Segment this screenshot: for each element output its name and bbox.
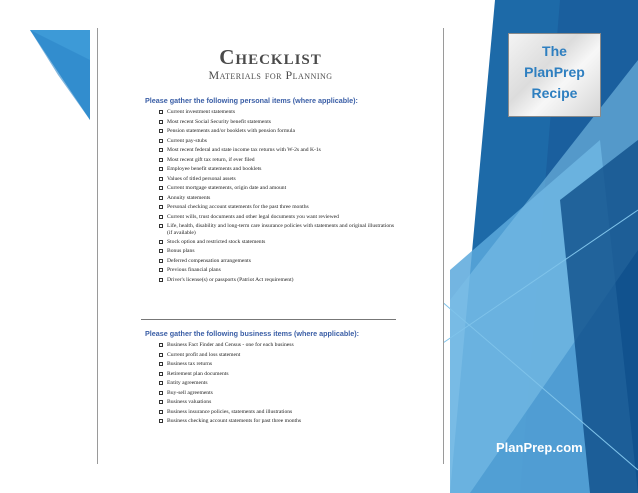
checklist-item-label: Pension statements and/or booklets with pension formula: [167, 128, 296, 134]
checklist-item: [159, 146, 399, 156]
checklist-document: [97, 28, 444, 464]
checklist-item: [159, 118, 399, 128]
checkbox-icon[interactable]: [159, 110, 163, 114]
checklist-item: [159, 203, 399, 213]
checklist-item: [159, 341, 399, 351]
checklist-item: [159, 247, 399, 257]
checklist-item-label: Current wills, trust documents and other legal documents you want reviewed: [167, 213, 339, 220]
checkbox-icon[interactable]: [159, 268, 163, 272]
business-items-heading: Please gather the following business items (where applicable):: [145, 329, 360, 338]
checkbox-icon[interactable]: [159, 249, 163, 253]
checkbox-icon[interactable]: [159, 205, 163, 209]
checklist-item: [159, 108, 399, 118]
checkbox-icon[interactable]: [159, 381, 163, 385]
checklist-item-label: Driver's license(s) or passports (Patriot Act requirement): [167, 276, 294, 283]
checklist-item-label: Business valuations: [167, 399, 212, 405]
checklist-item-label: Stock option and restricted stock statements: [167, 238, 266, 245]
checkbox-icon[interactable]: [159, 224, 163, 228]
checkbox-icon[interactable]: [159, 400, 163, 404]
checklist-item-label: Employee benefit statements and booklets: [167, 166, 262, 172]
checklist-item-label: Buy-sell agreements: [167, 389, 213, 396]
checklist-item-label: Values of titled personal assets: [167, 175, 236, 182]
checkbox-icon[interactable]: [159, 158, 163, 162]
checklist-item-label: Previous financial plans: [167, 267, 221, 273]
checklist-item: [159, 238, 399, 248]
checkbox-icon[interactable]: [159, 410, 163, 414]
checklist-item-label: Business Fact Finder and Census - one for each business: [167, 342, 294, 348]
checklist-item-label: Most recent federal and state income tax returns with W-2s and K-1s: [167, 147, 321, 153]
checkbox-icon[interactable]: [159, 391, 163, 395]
checklist-title-block: [98, 46, 443, 82]
checkbox-icon[interactable]: [159, 353, 163, 357]
checklist-item: [159, 389, 399, 399]
section-divider: [141, 319, 396, 320]
checkbox-icon[interactable]: [159, 343, 163, 347]
checklist-item-label: Current pay-stubs: [167, 137, 207, 144]
checklist-item-label: Business insurance policies, statements and illustrations: [167, 408, 293, 415]
checklist-item: [159, 266, 399, 276]
checklist-item: [159, 165, 399, 175]
checklist-item: [159, 360, 399, 370]
personal-items-heading: Please gather the following personal items (where applicable):: [145, 96, 358, 105]
checkbox-icon[interactable]: [159, 148, 163, 152]
checklist-item-label: Bonus plans: [167, 248, 195, 254]
checklist-item-label: Entity agreements: [167, 380, 208, 386]
personal-items-list: [159, 108, 399, 285]
planprep-recipe-badge: [508, 33, 601, 117]
business-items-list: [159, 341, 399, 427]
checkbox-icon[interactable]: [159, 240, 163, 244]
checklist-item: [159, 370, 399, 380]
checkbox-icon[interactable]: [159, 259, 163, 263]
checklist-item-label: Current investment statements: [167, 109, 236, 115]
checklist-item-label: Life, health, disability and long-term care insurance policies with statements and original illustrations (if available): [167, 223, 395, 236]
checklist-item: [159, 257, 399, 267]
checklist-item-label: Annuity statements: [167, 194, 211, 201]
checklist-title: Checklist: [219, 45, 322, 69]
checklist-item: [159, 276, 399, 286]
checklist-item-label: Business tax returns: [167, 361, 213, 367]
checklist-item-label: Most recent Social Security benefit statements: [167, 118, 271, 125]
checklist-item-label: Deferred compensation arrangements: [167, 257, 251, 264]
checklist-item: [159, 137, 399, 147]
recipe-line-3: Recipe: [531, 85, 578, 101]
checklist-item: [159, 398, 399, 408]
checklist-item: [159, 417, 399, 427]
checklist-item: [159, 194, 399, 204]
checklist-subtitle: Materials for Planning: [208, 68, 333, 82]
checklist-item: [159, 351, 399, 361]
checkbox-icon[interactable]: [159, 129, 163, 133]
checklist-item-label: Personal checking account statements for the past three months: [167, 204, 309, 210]
checklist-item: [159, 408, 399, 418]
checklist-item: [159, 127, 399, 137]
checklist-item: [159, 184, 399, 194]
checkbox-icon[interactable]: [159, 167, 163, 171]
checkbox-icon[interactable]: [159, 362, 163, 366]
recipe-line-2: PlanPrep: [524, 64, 585, 80]
checkbox-icon[interactable]: [159, 186, 163, 190]
site-url: PlanPrep.com: [496, 440, 583, 455]
checklist-item: [159, 222, 399, 238]
checkbox-icon[interactable]: [159, 278, 163, 282]
checklist-item-label: Business checking account statements for past three months: [167, 418, 302, 424]
checklist-item: [159, 175, 399, 185]
checkbox-icon[interactable]: [159, 372, 163, 376]
checklist-item: [159, 213, 399, 223]
checkbox-icon[interactable]: [159, 177, 163, 181]
checkbox-icon[interactable]: [159, 419, 163, 423]
checkbox-icon[interactable]: [159, 120, 163, 124]
checklist-item-label: Current mortgage statements, origin date and amount: [167, 185, 287, 191]
checklist-item: [159, 379, 399, 389]
checkbox-icon[interactable]: [159, 139, 163, 143]
checklist-item-label: Retirement plan documents: [167, 370, 229, 377]
checkbox-icon[interactable]: [159, 196, 163, 200]
checklist-item: [159, 156, 399, 166]
checkbox-icon[interactable]: [159, 215, 163, 219]
checklist-item-label: Current profit and loss statement: [167, 351, 241, 358]
recipe-line-1: The: [542, 43, 567, 59]
checklist-item-label: Most recent gift tax return, if ever filed: [167, 156, 255, 163]
